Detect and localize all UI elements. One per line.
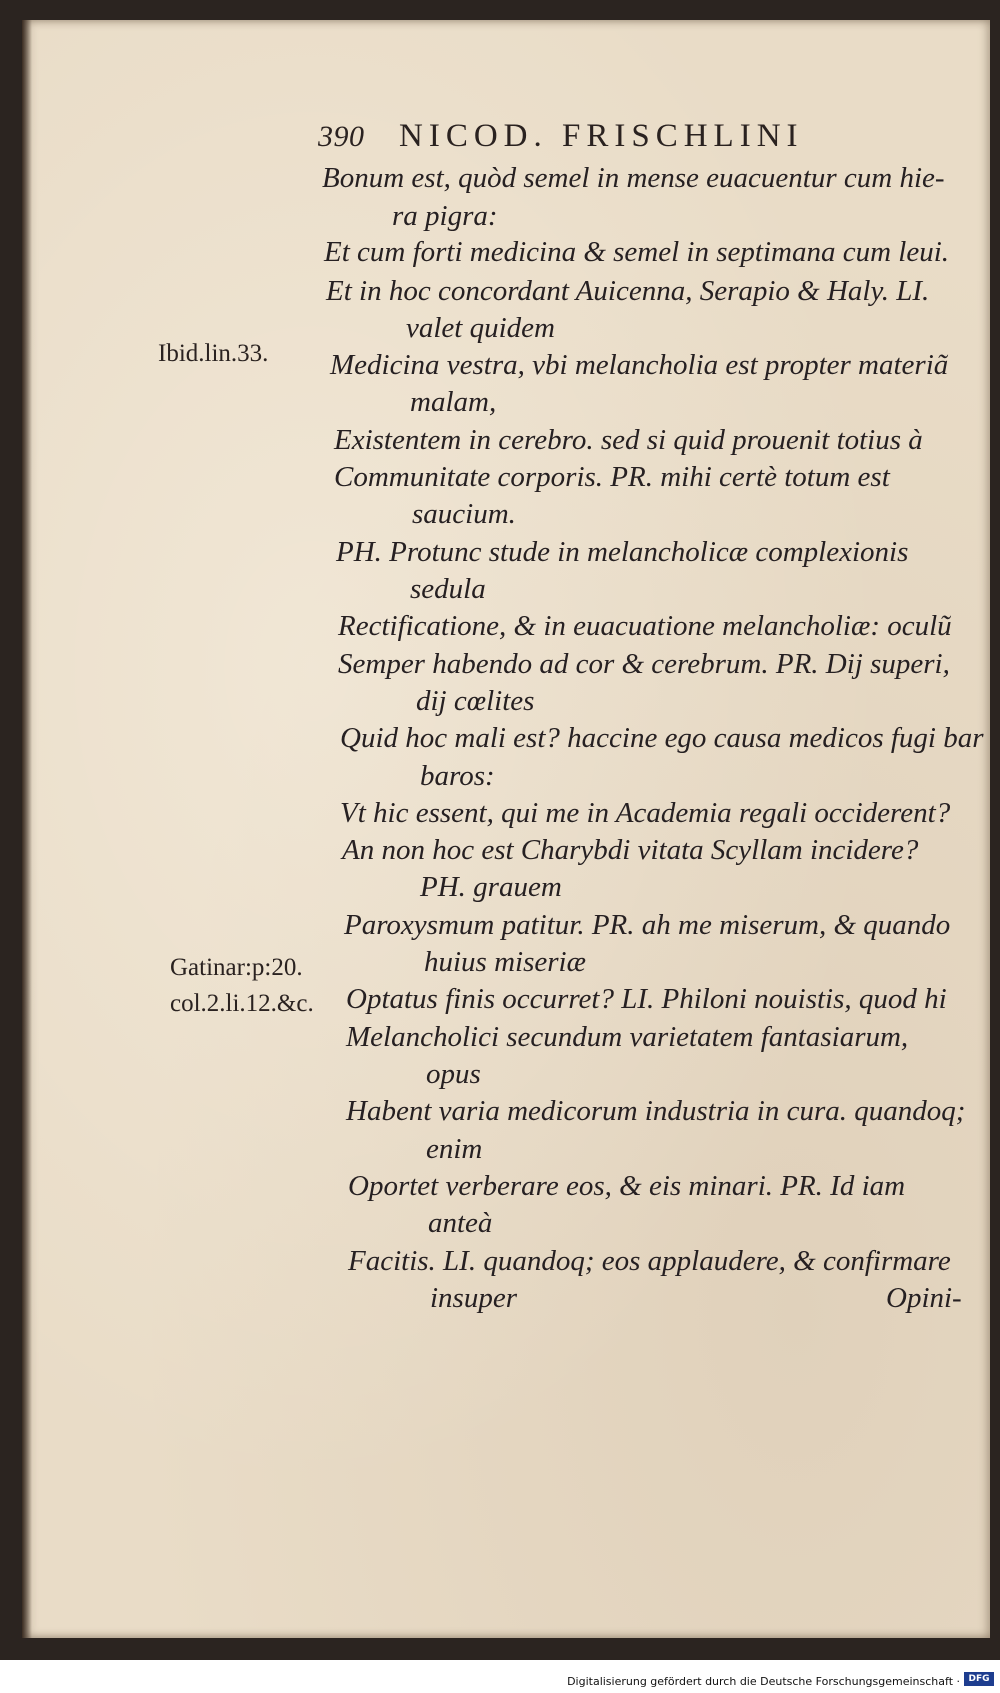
text-line: Communitate corporis. PR. mihi certè totum est	[334, 461, 890, 493]
text-line: An non hoc est Charybdi vitata Scyllam incidere?	[342, 834, 919, 866]
text-line: Medicina vestra, vbi melancholia est propter materiã	[330, 349, 949, 381]
text-line: Paroxysmum patitur. PR. ah me miserum, & quando	[344, 909, 951, 941]
text-line: Quid hoc mali est? haccine ego causa medicos fugi bar	[340, 722, 984, 754]
text-line: Facitis. LI. quandoq; eos applaudere, & confirmare	[348, 1245, 951, 1277]
text-line: Semper habendo ad cor & cerebrum. PR. Dij superi,	[338, 648, 950, 680]
margin-note: Gatinar:p:20.	[170, 954, 303, 981]
text-line: Rectificatione, & in euacuatione melancholiæ: oculũ	[338, 610, 952, 642]
text-line: Existentem in cerebro. sed si quid prouenit totius à	[334, 424, 923, 456]
page-header	[318, 118, 804, 155]
text-line: sedula	[410, 573, 486, 605]
text-line: baros:	[420, 760, 495, 792]
text-line: Habent varia medicorum industria in cura. quandoq;	[346, 1095, 966, 1127]
margin-note: col.2.li.12.&c.	[170, 990, 314, 1017]
text-line: Vt hic essent, qui me in Academia regali occiderent?	[340, 797, 951, 829]
text-line: Oportet verberare eos, & eis minari. PR. Id iam	[348, 1170, 906, 1202]
text-line: Melancholici secundum varietatem fantasiarum,	[346, 1021, 909, 1053]
text-line: malam,	[410, 386, 497, 418]
dfg-logo: DFG	[964, 1672, 994, 1686]
text-line: insuper	[430, 1282, 517, 1314]
text-line: enim	[426, 1133, 483, 1165]
digitization-credit: Digitalisierung gefördert durch die Deutsche Forschungsgemeinschaft ·	[567, 1675, 960, 1688]
text-line: PH. Protunc stude in melancholicæ complexionis	[336, 536, 909, 568]
text-line: Et cum forti medicina & semel in septimana cum leui.	[324, 236, 950, 268]
text-line: PH. grauem	[420, 871, 562, 903]
text-line: valet quidem	[406, 312, 555, 344]
text-line: ra pigra:	[392, 200, 498, 232]
text-line: anteà	[428, 1207, 493, 1239]
text-line: opus	[426, 1058, 481, 1090]
text-line: Et in hoc concordant Auicenna, Serapio & Haly. LI.	[326, 275, 930, 307]
catchword: Opini-	[886, 1282, 962, 1314]
margin-note: Ibid.lin.33.	[158, 340, 269, 367]
text-line: saucium.	[412, 498, 516, 530]
text-line: huius miseriæ	[424, 946, 586, 978]
text-line: Bonum est, quòd semel in mense euacuentur cum hie-	[322, 162, 945, 194]
page-number: 390	[318, 120, 365, 153]
text-line: Optatus finis occurret? LI. Philoni nouistis, quod hi	[346, 983, 947, 1015]
text-line: dij cœlites	[416, 685, 535, 717]
running-title: NICOD. FRISCHLINI	[399, 118, 804, 154]
page-gutter-shadow	[22, 20, 32, 1638]
